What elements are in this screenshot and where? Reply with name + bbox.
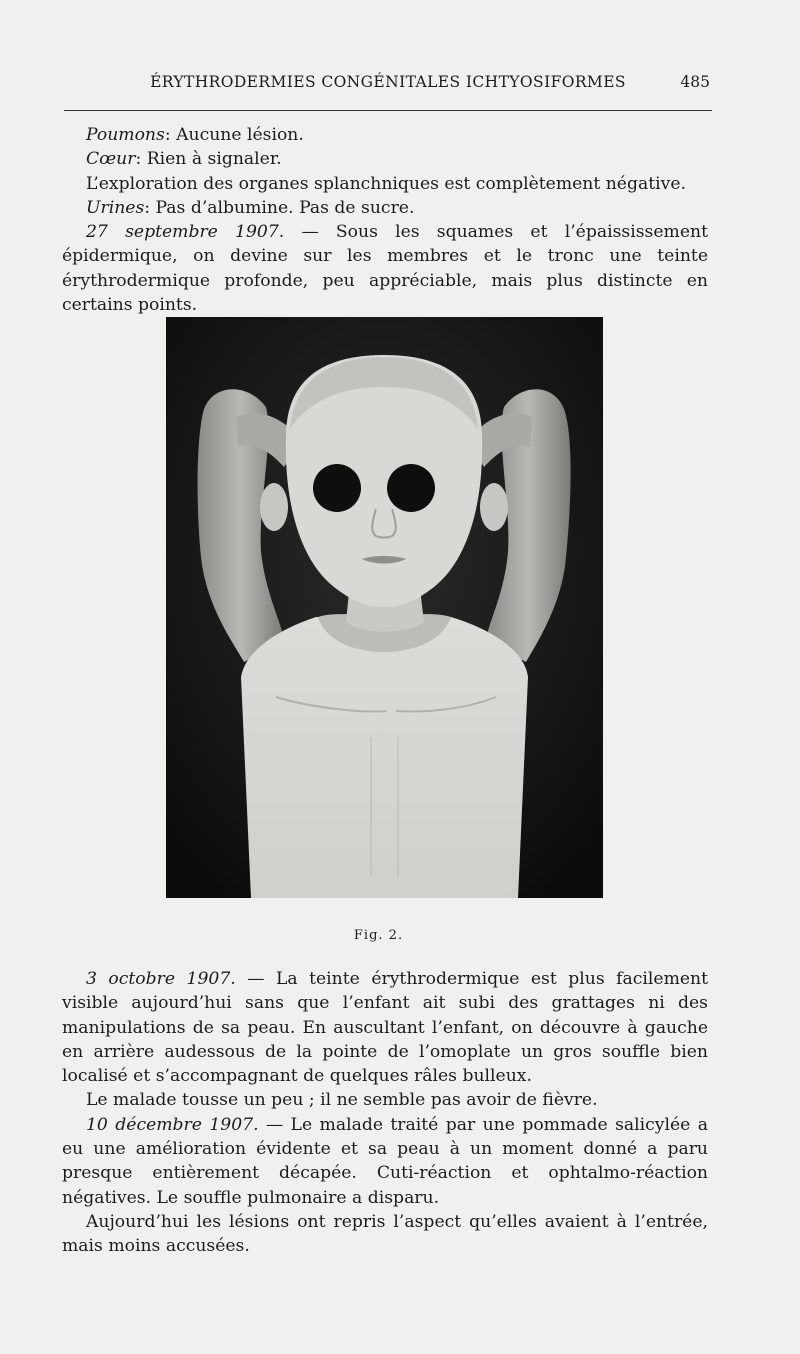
upper-text-block [62,123,708,317]
label-urines: Urines [86,197,145,218]
paragraph-10-decembre [62,1113,708,1210]
text-27-septembre: — Sous les squames et l’épaississement épidermique, on devine sur les membres et le tronc une teinte érythrodermique profonde, peu appréciable, mais plus distincte en certains points. [62,222,708,316]
label-poumons: Poumons [86,125,165,145]
label-coeur: Cœur [86,149,136,170]
paragraph-exploration: L’exploration des organes splanchniques est complètement négative. [86,173,686,194]
paragraph-3-octobre [62,967,708,1088]
page-header [64,70,712,94]
figure-caption: Fig. 2. [353,928,404,943]
text-coeur: : Rien à signaler. [135,149,282,170]
lower-text-block [62,967,708,1259]
page-number: 485 [680,73,710,91]
header-rule [64,110,712,111]
paragraph-urines [62,196,708,220]
date-3-octobre: 3 octobre 1907. [86,969,236,989]
paragraph-coeur [62,147,708,171]
paragraph-poumons [62,123,708,147]
date-10-decembre: 10 décembre 1907. [86,1114,259,1135]
text-10-decembre: — Le malade traité par une pommade salicylée a eu une amélioration évidente et sa peau à un moment donné a paru presque entièrement décapée. Cuti-réaction et ophtalmo-réaction négatives. Le souffle pulmonaire a disparu. [62,1114,708,1208]
text-urines: : Pas d’albumine. Pas de sucre. [144,197,415,218]
paragraph-27-septembre [62,220,708,317]
child-photograph [166,317,603,898]
paragraph-aujourdhui: Aujourd’hui les lésions ont repris l’aspect qu’elles avaient à l’entrée, mais moins accusées. [62,1211,708,1257]
date-27-septembre: 27 septembre 1907. [86,222,285,243]
text-3-octobre: — La teinte érythrodermique est plus facilement visible aujourd’hui sans que l’enfant ait subi des grattages ni des manipulations de sa peau. En auscultant l’enfant, on découvre à gauche en arrière audessous de la pointe de l’omoplate un gros souffle bien localisé et s’accompagnant de quelques râles bulleux. [62,969,709,1087]
text-poumons: : Aucune lésion. [164,125,304,145]
running-title: ÉRYTHRODERMIES CONGÉNITALES ICHTYOSIFORMES [150,73,626,91]
paragraph-tousse: Le malade tousse un peu ; il ne semble pas avoir de fièvre. [86,1090,598,1111]
figure-photograph [166,317,603,898]
